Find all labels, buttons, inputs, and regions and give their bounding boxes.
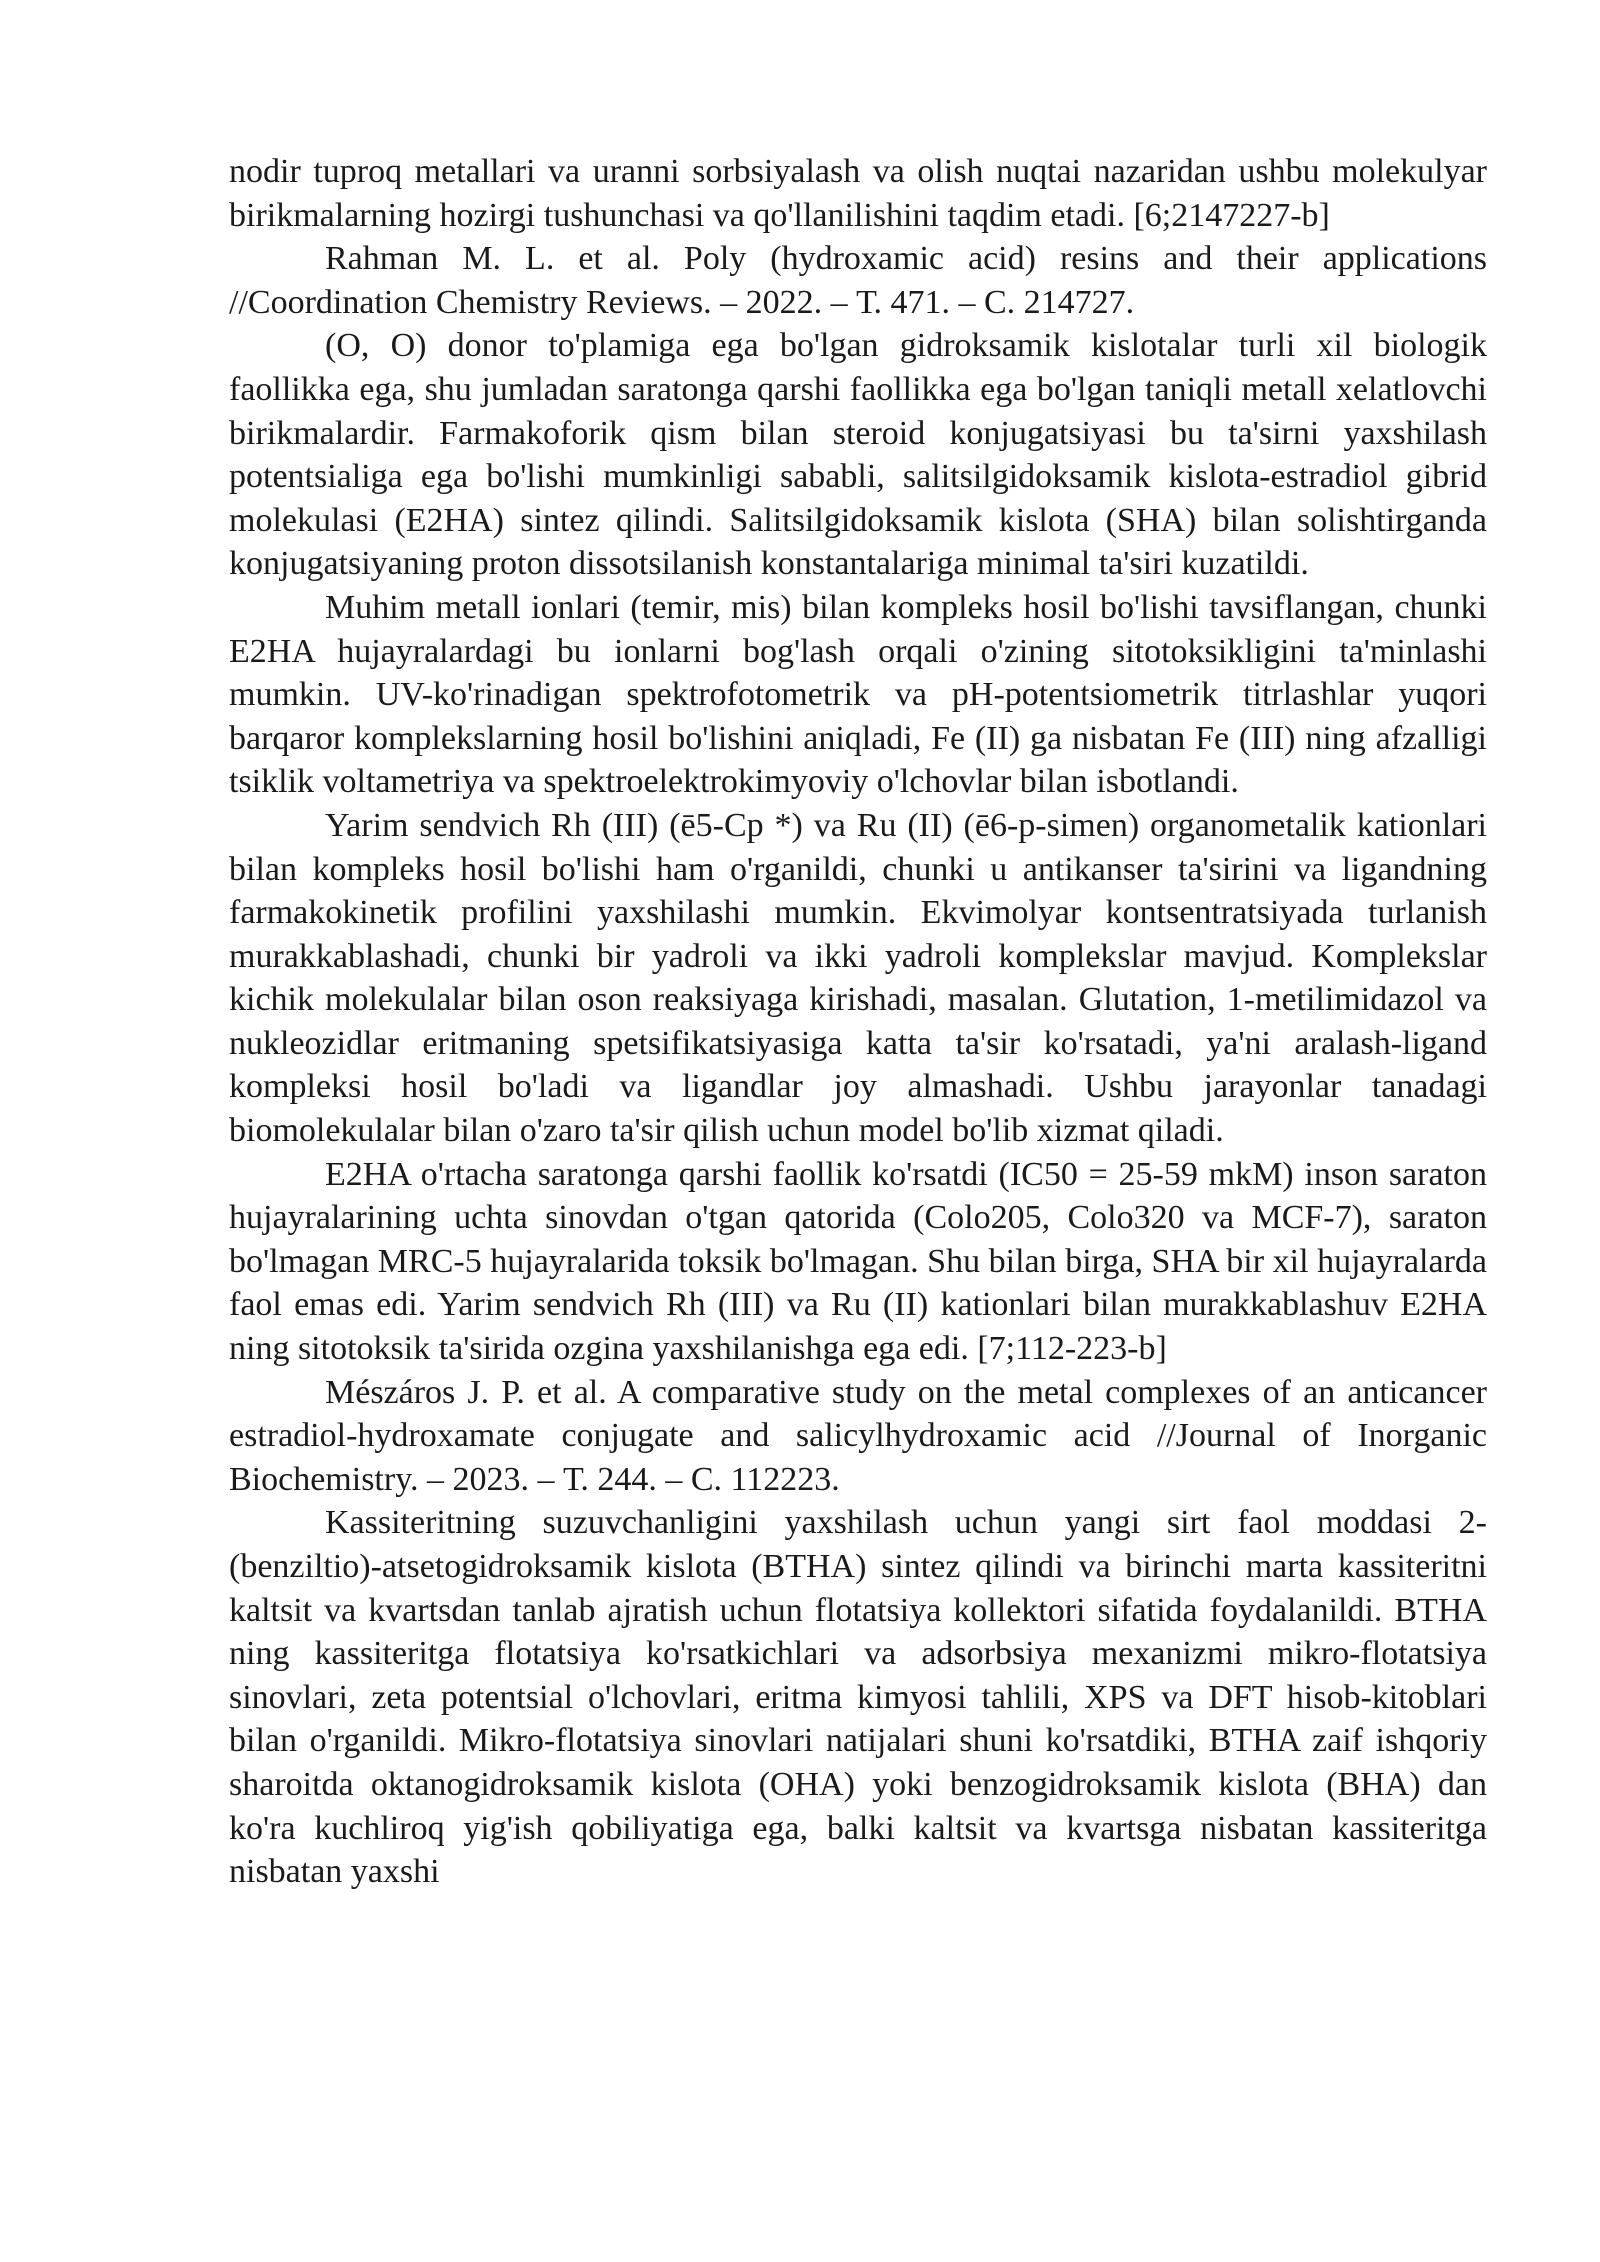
paragraph-e2ha-synthesis: (O, O) donor to'plamiga ega bo'lgan gidroksamik kislotalar turli xil biologik faollikka ega, shu jumladan saratonga qarshi faollikka ega bo'lgan taniqli metall xelatlovchi birikmalardir. Farmakoforik qism bilan steroid konjugatsiyasi bu ta'sirni yaxshilash potentsialiga ega bo'lishi mumkinligi sababli, salitsilgidoksamik kislota-estradiol gibrid molekulasi (E2HA) sintez qilindi. Salitsilgidoksamik kislota (SHA) bilan solishtirganda konjugatsiyaning proton dissotsilanish konstantalariga minimal ta'siri kuzatildi. (229, 327, 1487, 583)
reference-meszaros: Mészáros J. P. et al. A comparative study on the metal complexes of an anticancer estradiol-hydroxamate conjugate and salicylhydroxamic acid //Journal of Inorganic Biochemistry. – 2023. – Т. 244. – С. 112223. (229, 1373, 1487, 1498)
reference-rahman: Rahman M. L. et al. Poly (hydroxamic acid) resins and their applications //Coordination Chemistry Reviews. – 2022. – Т. 471. – С. 214727. (229, 240, 1487, 321)
paragraph-continuation: nodir tuproq metallari va uranni sorbsiyalash va olish nuqtai nazaridan ushbu molekulyar birikmalarning hozirgi tushunchasi va qo'llanilishini taqdim etadi. [6;2147227-b] (229, 153, 1487, 234)
paragraph-metal-complexes: Muhim metall ionlari (temir, mis) bilan kompleks hosil bo'lishi tavsiflangan, chunki E2HA hujayralardagi bu ionlarni bog'lash orqali o'zining sitotoksikligini ta'minlashi mumkin. UV-ko'rinadigan spektrofotometrik va pH-potentsiometrik titrlashlar yuqori barqaror komplekslarning hosil bo'lishini aniqladi, Fe (II) ga nisbatan Fe (III) ning afzalligi tsiklik voltametriya va spektroelektrokimyoviy o'lchovlar bilan isbotlandi. (229, 588, 1487, 801)
paragraph-cytotoxicity: E2HA o'rtacha saratonga qarshi faollik ko'rsatdi (IC50 = 25-59 mkM) inson saraton hujayralarining uchta sinovdan o'tgan qatorida (Colo205, Colo320 va MCF-7), saraton bo'lmagan MRC-5 hujayralarida toksik bo'lmagan. Shu bilan birga, SHA bir xil hujayralarda faol emas edi. Yarim sendvich Rh (III) va Ru (II) kationlari bilan murakkablashuv E2HA ning sitotoksik ta'sirida ozgina yaxshilanishga ega edi. [7;112-223-b] (229, 1155, 1487, 1368)
paragraph-half-sandwich: Yarim sendvich Rh (III) (ē5-Cp *) va Ru (II) (ē6-p-simen) organometalik kationlari bilan kompleks hosil bo'lishi ham o'rganildi, chunki u antikanser ta'sirini va ligandning farmakokinetik profilini yaxshilashi mumkin. Ekvimolyar kontsentratsiyada turlanish murakkablashadi, chunki bir yadroli va ikki yadroli komplekslar mavjud. Komplekslar kichik molekulalar bilan oson reaksiyaga kirishadi, masalan. Glutation, 1-metilimidazol va nukleozidlar eritmaning spetsifikatsiyasiga katta ta'sir ko'rsatadi, ya'ni aralash-ligand kompleksi hosil bo'ladi va ligandlar joy almashadi. Ushbu jarayonlar tanadagi biomolekulalar bilan o'zaro ta'sir qilish uchun model bo'lib xizmat qiladi. (229, 806, 1487, 1150)
document-page (229, 150, 1487, 1894)
paragraph-cassiterite: Kassiteritning suzuvchanligini yaxshilash uchun yangi sirt faol moddasi 2-(benziltio)-atsetogidroksamik kislota (BTHA) sintez qilindi va birinchi marta kassiteritni kaltsit va kvartsdan tanlab ajratish uchun flotatsiya kollektori sifatida foydalanildi. BTHA ning kassiteritga flotatsiya ko'rsatkichlari va adsorbsiya mexanizmi mikro-flotatsiya sinovlari, zeta potentsial o'lchovlari, eritma kimyosi tahlili, XPS va DFT hisob-kitoblari bilan o'rganildi. Mikro-flotatsiya sinovlari natijalari shuni ko'rsatdiki, BTHA zaif ishqoriy sharoitda oktanogidroksamik kislota (OHA) yoki benzogidroksamik kislota (BHA) dan ko'ra kuchliroq yig'ish qobiliyatiga ega, balki kaltsit va kvartsga nisbatan kassiteritga nisbatan yaxshi (229, 1504, 1487, 1891)
